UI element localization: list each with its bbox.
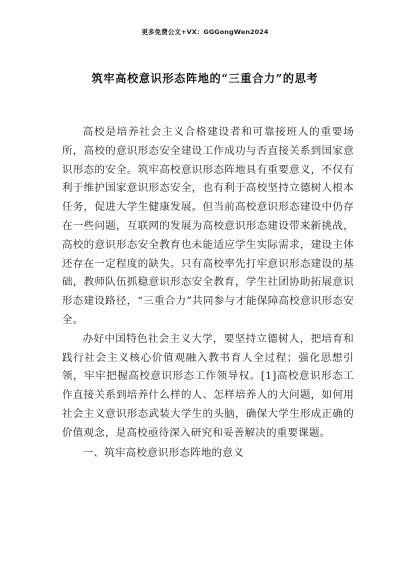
paragraph-2: 办好中国特色社会主义大学，要坚持立德树人，把培育和践行社会主义核心价值观融入教书育人全过程；强化思想引领，牢牢把握高校意识形态工作领导权。[1]高校意识形态工作直接关系到培养什么样的人、怎样培养人的大问题，如何用社会主义意识形态武装大学生的头脑，确保大学生形成正确的价值观念，是高校亟待深入研究和妥善解决的重要课题。 [62, 332, 354, 439]
document-title: 筑牢高校意识形态阵地的“三重合力”的思考 [91, 72, 319, 85]
section-heading: 一、筑牢高校意识形态阵地的意义 [82, 446, 244, 459]
header-note: 更多免费公文+VX：GGGongWen2024 [141, 28, 269, 36]
paragraph-1: 高校是培养社会主义合格建设者和可靠接班人的重要场所，高校的意识形态安全建设工作成功与否直接关系到国家意识形态的安全。筑牢高校意识形态阵地具有重要意义，不仅有利于维护国家意识形态安全，也有利于高校坚持立德树人根本任务，促进大学生健康发展。但当前高校意识形态建设中仍存在一些问题，互联网的发展为高校意识形态建设带来新挑战，高校的意识形态安全教育也未能适应学生实际需求，建设主体还存在一定程度的缺失。只有高校率先打牢意识形态建设的基础，教师队伍抓稳意识形态安全教育，学生社团协助拓展意识形态建设路径，“三重合力”共同参与才能保障高校意识形态安全。 [62, 126, 354, 326]
document-body [62, 123, 354, 462]
